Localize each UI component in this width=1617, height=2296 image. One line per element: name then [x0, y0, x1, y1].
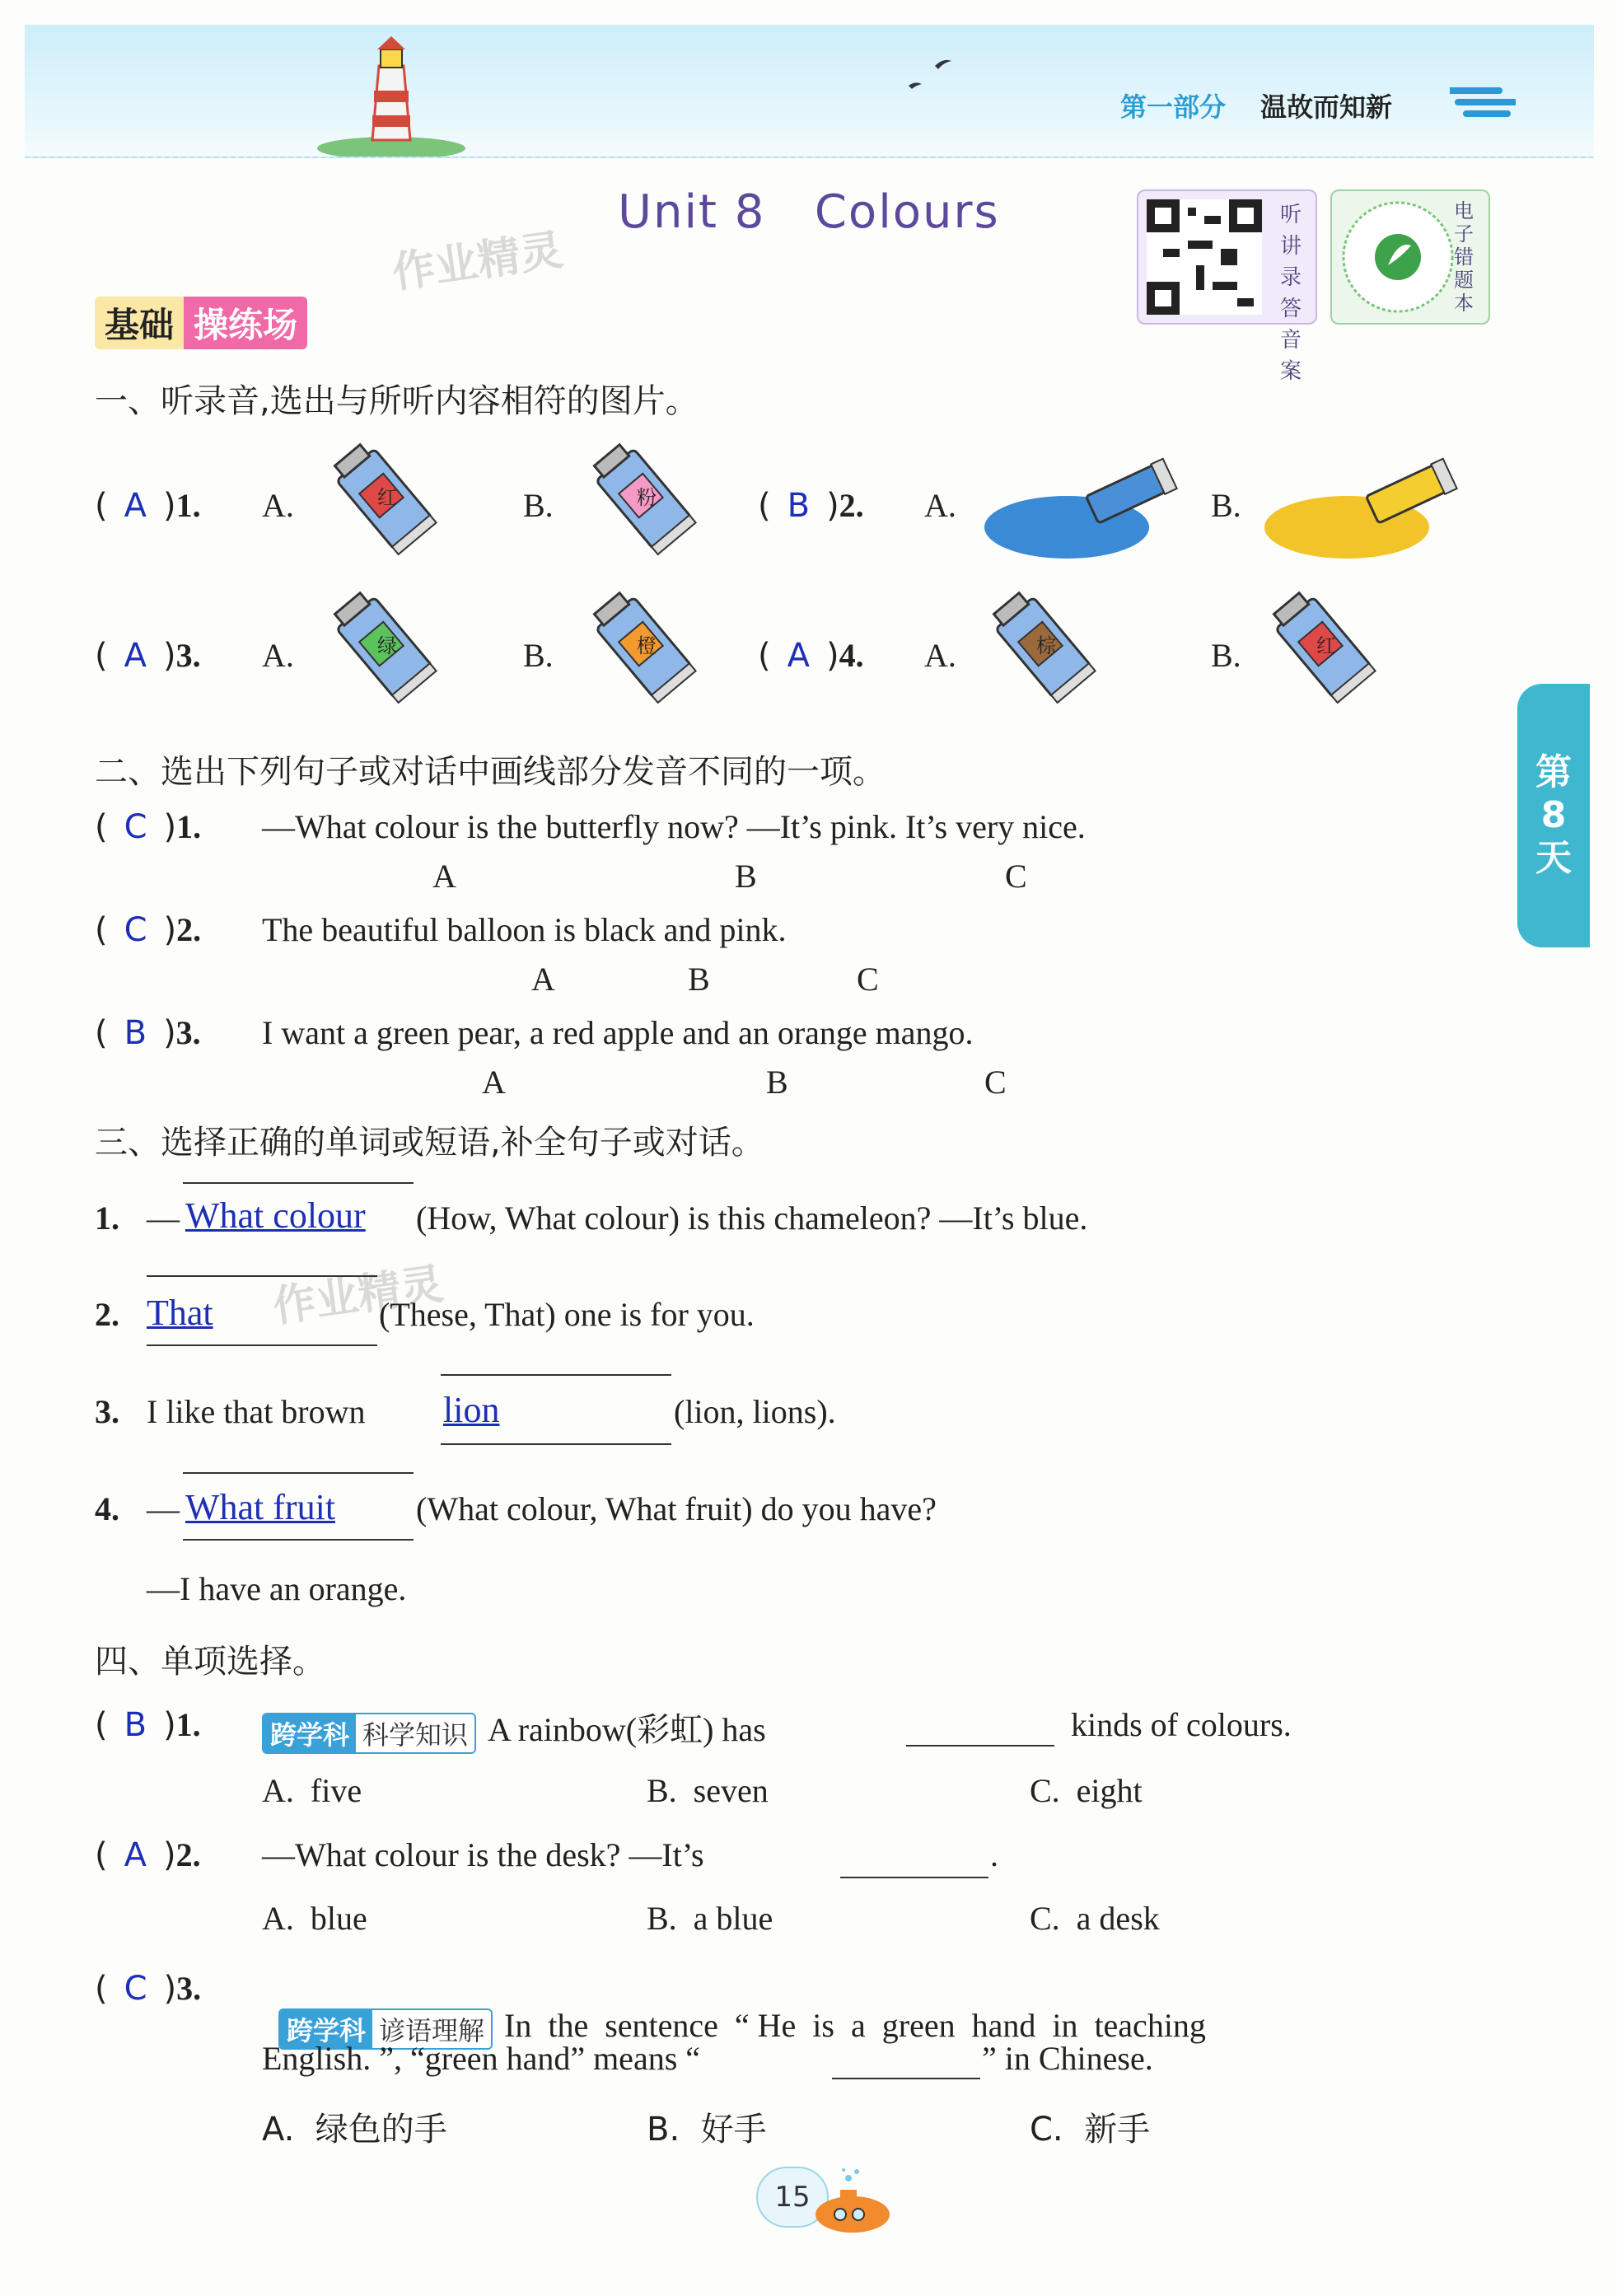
question-row: ( C )3. — [95, 1970, 202, 2008]
blank-rule — [832, 2078, 980, 2079]
blank-rule — [183, 1539, 414, 1541]
blank-rule — [441, 1443, 671, 1445]
option-label: A. — [262, 637, 294, 674]
answer: C — [124, 1970, 147, 2008]
filled-answer[interactable]: What colour — [185, 1195, 366, 1236]
choice-letter: B — [766, 1064, 788, 1101]
option-label: A. — [262, 487, 294, 524]
wave-icon — [1450, 74, 1516, 124]
watermark: 作业精灵 — [269, 1259, 446, 1333]
section-title: 温故而知新 — [1260, 91, 1393, 123]
svg-text:粉: 粉 — [637, 486, 657, 509]
question-text: (lion, lions). — [674, 1393, 836, 1430]
option-label: B. — [523, 637, 554, 674]
answer: B — [787, 487, 811, 525]
filled-answer[interactable]: lion — [443, 1390, 500, 1430]
part1-heading: 一、听录音,选出与所听内容相符的图片。 — [95, 382, 699, 420]
option-c: C. eight — [1030, 1772, 1143, 1809]
watermark: 作业精灵 — [389, 225, 566, 299]
option-label: A. — [924, 637, 956, 674]
question-row: ( A )2. — [95, 1836, 201, 1874]
day-side-tab: 第 8 天 — [1517, 684, 1590, 947]
svg-text:红: 红 — [1316, 634, 1336, 657]
question-row: ( B )2. — [758, 487, 864, 525]
submarine-icon — [807, 2167, 898, 2241]
question-text: 跨学科 科学知识 A rainbow(彩虹) has — [262, 1704, 766, 1754]
option-label: B. — [1211, 637, 1241, 674]
section-label: 第一部分 — [1120, 91, 1227, 123]
blank-rule — [183, 1182, 414, 1184]
answer: B — [124, 1014, 147, 1052]
question-text: kinds of colours. — [1071, 1706, 1292, 1743]
option-label: B. — [1211, 487, 1241, 524]
part3-heading: 三、选择正确的单词或短语,补全句子或对话。 — [95, 1124, 764, 1162]
choice-letter: B — [688, 961, 710, 998]
svg-text:红: 红 — [377, 486, 397, 509]
yellow-paint-splash-icon — [1260, 449, 1458, 564]
blank-rule — [906, 1745, 1054, 1747]
answer: A — [124, 487, 147, 525]
paint-tube-pink-icon — [577, 437, 717, 568]
svg-text:棕: 棕 — [1036, 634, 1056, 657]
item-number: 3. — [95, 1393, 119, 1430]
paint-tube-green-icon — [317, 585, 457, 717]
paint-tube-orange-icon — [577, 585, 717, 717]
mini-program-code-icon — [1340, 199, 1456, 315]
question-text: —What colour is the desk? —It’s — [262, 1836, 704, 1873]
prefix: — — [147, 1490, 180, 1527]
blue-paint-splash-icon — [980, 449, 1178, 564]
paint-tube-brown-icon — [976, 585, 1116, 717]
question-text: English. ”, “green hand” means “ — [262, 2040, 701, 2077]
question-row: ( A )3. — [95, 637, 201, 675]
paint-tube-red-icon — [317, 437, 457, 568]
notebook-qr-label: 电 子 错 题 本 — [1454, 199, 1474, 315]
page-number: 15 — [756, 2167, 829, 2228]
prefix: — — [147, 1199, 180, 1237]
choice-letter: A — [482, 1064, 506, 1101]
question-row: ( B )1. — [95, 1706, 201, 1744]
item-number: 2. — [95, 1296, 119, 1333]
answer: C — [124, 911, 147, 949]
filled-answer[interactable]: That — [147, 1293, 213, 1333]
question-text: (What colour, What fruit) do you have? — [416, 1490, 937, 1527]
choice-letter: A — [432, 858, 456, 895]
option-b: B. a blue — [647, 1900, 773, 1937]
audio-qr-label: 听讲 录答 音案 — [1279, 203, 1302, 384]
option-label: A. — [924, 487, 956, 524]
bird-icon — [902, 49, 968, 99]
svg-text:橙: 橙 — [637, 634, 657, 657]
option-c: C. 新手 — [1030, 2111, 1151, 2149]
section-badge — [95, 297, 307, 349]
blank-rule — [147, 1275, 377, 1277]
question-text: (How, What colour) is this chameleon? —It’s blue. — [416, 1199, 1088, 1237]
blank-rule — [840, 1877, 988, 1878]
choice-letter: C — [857, 961, 879, 998]
question-text: The beautiful balloon is black and pink. — [262, 911, 787, 948]
header-banner — [25, 25, 1594, 158]
badge-part1: 基础 — [95, 297, 184, 349]
choice-letter: C — [984, 1064, 1007, 1101]
answer: A — [124, 637, 147, 675]
answer: B — [124, 1706, 147, 1744]
blank-rule — [441, 1374, 671, 1376]
subject-tag: 跨学科 科学知识 — [262, 1713, 476, 1754]
badge-part2: 操练场 — [184, 297, 307, 349]
option-b: B. 好手 — [647, 2111, 767, 2149]
question-text: ” in Chinese. — [982, 2040, 1153, 2077]
option-a: A. blue — [262, 1900, 367, 1937]
question-row: ( A )4. — [758, 637, 864, 675]
choice-letter: B — [735, 858, 757, 895]
question-text: . — [990, 1836, 998, 1873]
answer: C — [124, 808, 147, 846]
option-c: C. a desk — [1030, 1900, 1160, 1937]
choice-letter: A — [531, 961, 555, 998]
qr-code-icon — [1147, 199, 1262, 315]
subject-tag: 跨学科 谚语理解 — [278, 2008, 493, 2050]
question-row: ( A )1. — [95, 487, 201, 525]
audio-qr-box[interactable] — [1137, 189, 1317, 384]
reply-text: —I have an orange. — [147, 1570, 407, 1607]
option-label: B. — [523, 487, 554, 524]
prefix: I like that brown — [147, 1393, 366, 1430]
option-a: A. five — [262, 1772, 362, 1809]
choice-letter: C — [1005, 858, 1027, 895]
question-text: I want a green pear, a red apple and an orange mango. — [262, 1014, 974, 1051]
page-title: Unit 8 Colours — [618, 185, 1000, 239]
lighthouse-icon — [313, 33, 470, 157]
option-b: B. seven — [647, 1772, 769, 1809]
item-number: 4. — [95, 1490, 119, 1527]
item-number: 1. — [95, 1199, 119, 1237]
question-row: ( B )3. — [95, 1014, 201, 1052]
option-a: A. 绿色的手 — [262, 2111, 447, 2149]
part4-heading: 四、单项选择。 — [95, 1643, 325, 1681]
answer: A — [124, 1836, 147, 1874]
part2-heading: 二、选出下列句子或对话中画线部分发音不同的一项。 — [95, 753, 886, 791]
paint-tube-red-icon — [1256, 585, 1396, 717]
blank-rule — [147, 1344, 377, 1346]
question-text: (These, That) one is for you. — [379, 1296, 755, 1333]
question-row: ( C )1. — [95, 808, 202, 846]
answer: A — [787, 637, 810, 675]
question-text: 跨学科 谚语理解 In the sentence “ He is a green hand in teaching — [262, 1967, 1206, 2050]
notebook-qr-box[interactable] — [1330, 189, 1490, 325]
svg-text:绿: 绿 — [377, 634, 397, 657]
blank-rule — [183, 1472, 414, 1474]
filled-answer[interactable]: What fruit — [185, 1487, 336, 1527]
question-text: —What colour is the butterfly now? —It’s pink. It’s very nice. — [262, 808, 1086, 845]
question-row: ( C )2. — [95, 911, 202, 949]
